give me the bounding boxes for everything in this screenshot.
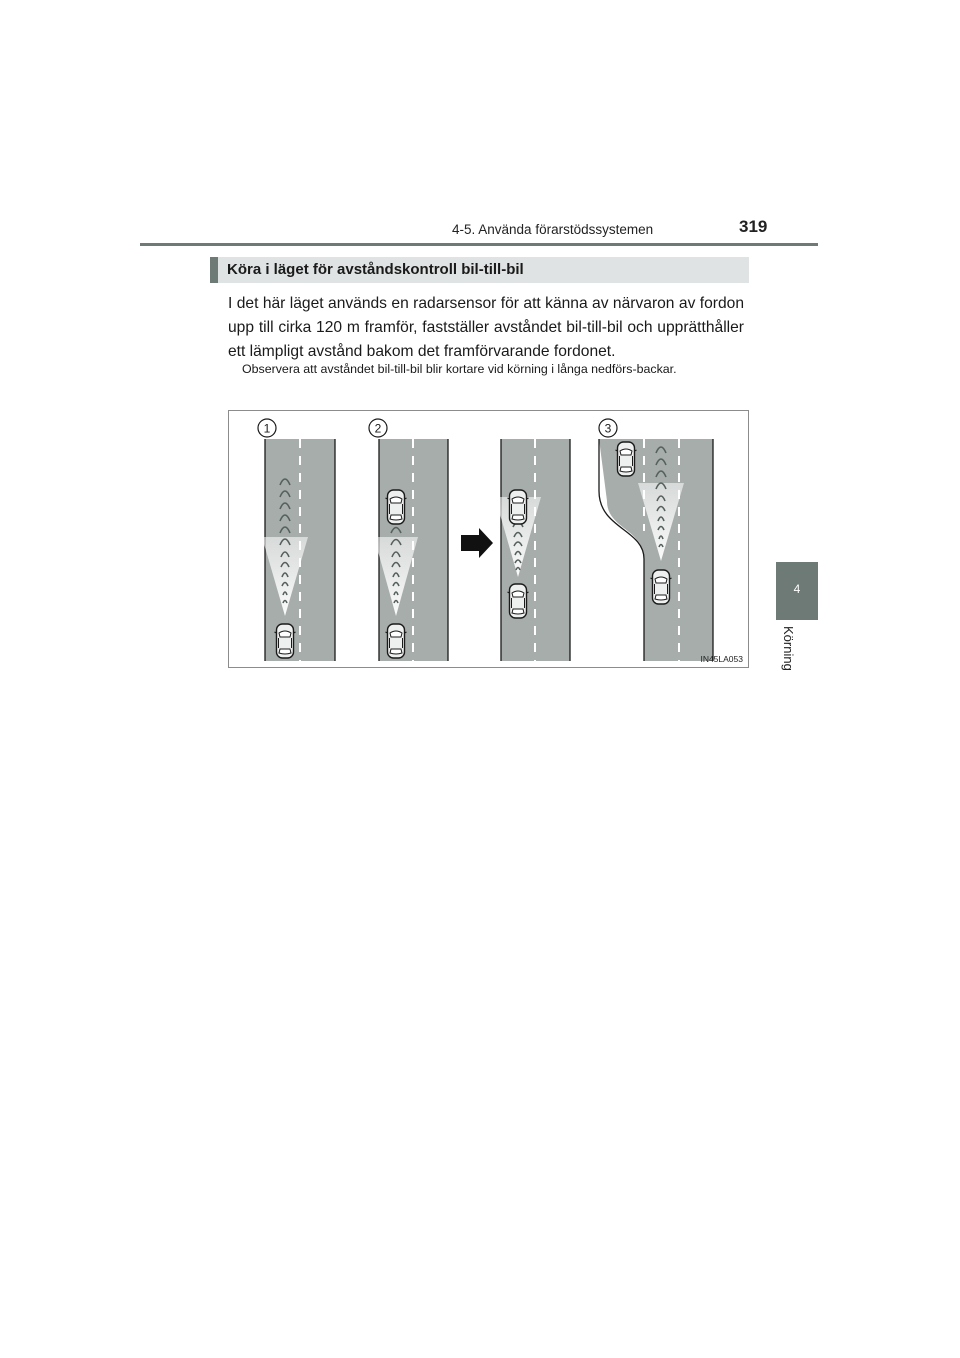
panel-1-marker-number: 1 (263, 421, 271, 436)
header-section-title: 4-5. Använda förarstödssystemen (452, 222, 654, 237)
transition-arrow-icon (461, 528, 493, 558)
radar-illustration-svg (229, 411, 749, 668)
chapter-tab (776, 562, 818, 620)
section-heading: Köra i läget för avståndskontroll bil-till-bil (210, 257, 749, 283)
chapter-tab-label: Körning (781, 626, 796, 671)
figure-code: IN45LA053 (700, 654, 743, 664)
panel-2-marker-number: 2 (374, 421, 382, 436)
chapter-tab-number: 4 (793, 582, 801, 596)
panel-3-own-car-icon (651, 570, 672, 604)
body-paragraph: I det här läget används en radarsensor för att känna av närvaron av fordon upp till cirka 120 m framför, fastställer avståndet bil-till-bil och upprätthåller ett lämpligt avstånd bakom det framförvarande fordonet. (228, 295, 744, 360)
panel-3-road (599, 439, 713, 661)
panel-3-marker-number: 3 (604, 421, 612, 436)
note-paragraph: Observera att avståndet bil-till-bil blir kortare vid körning i långa nedförs-backar. (242, 362, 677, 376)
header-rule (140, 243, 818, 246)
panel-2-own-car-icon (386, 624, 407, 658)
panel-2b-lead-car-icon (508, 490, 529, 524)
panel-1-own-car-icon (275, 624, 296, 658)
panel-2-lead-car-icon (386, 490, 407, 524)
page-number: 319 (739, 217, 768, 236)
radar-illustration (228, 410, 749, 668)
panel-2b-own-car-icon (508, 584, 529, 618)
panel-3-merging-car-icon (616, 442, 637, 476)
